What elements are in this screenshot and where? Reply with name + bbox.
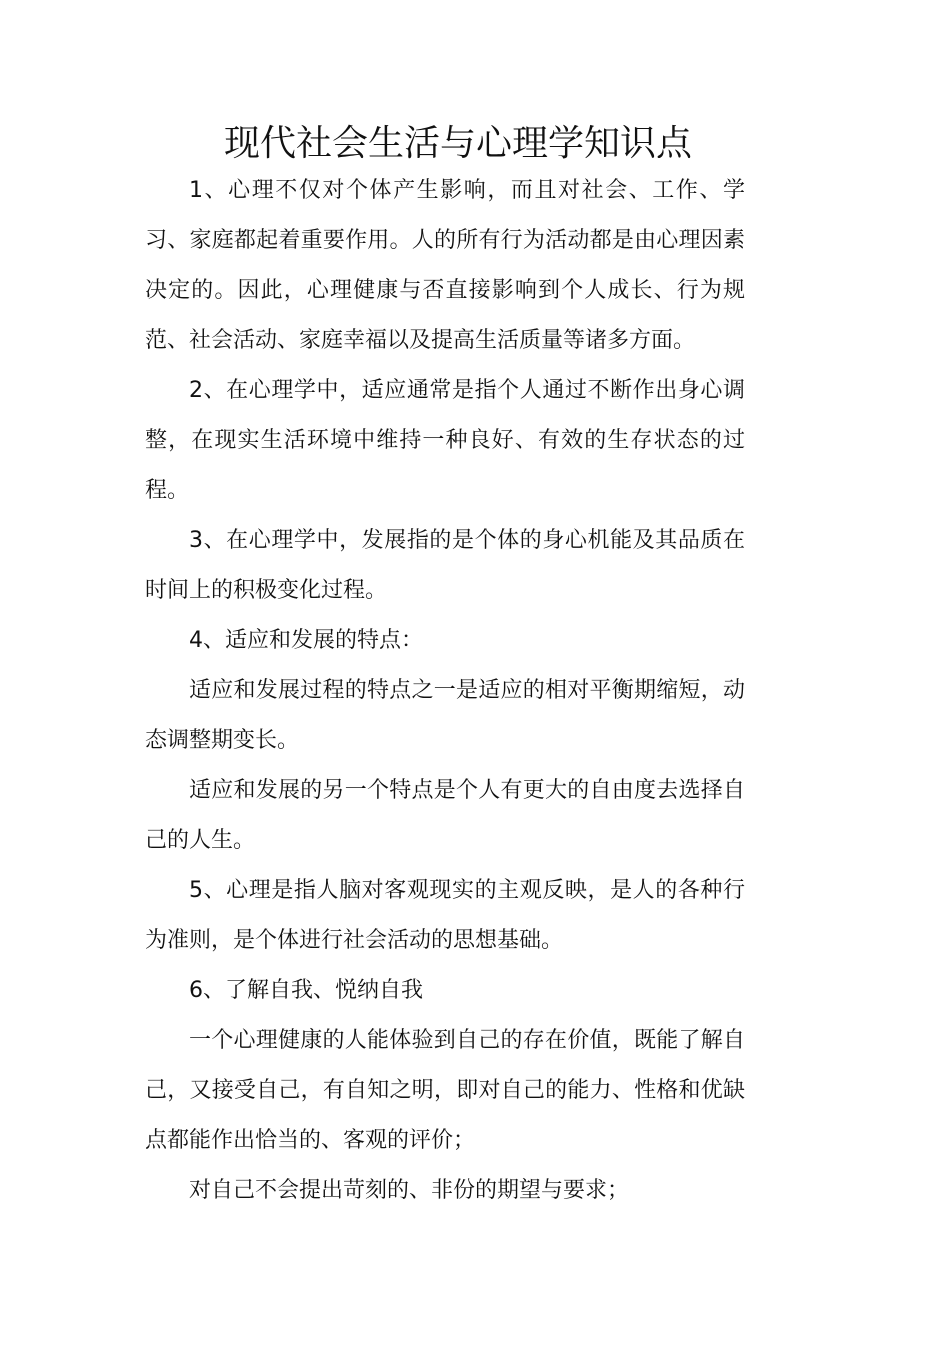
paragraph-4b: 适应和发展的另一个特点是个人有更大的自由度去选择自己的人生。 bbox=[145, 778, 745, 853]
paragraph-6b: 对自己不会提出苛刻的、非份的期望与要求； bbox=[189, 1178, 630, 1203]
document-title: 现代社会生活与心理学知识点 bbox=[223, 123, 692, 164]
paragraph-3: 3、在心理学中，发展指的是个体的身心机能及其品质在时间上的积极变化过程。 bbox=[145, 528, 745, 603]
paragraph-1: 1、心理不仅对个体产生影响，而且对社会、工作、学习、家庭都起着重要作用。人的所有行为活动都是由心理因素决定的。因此，心理健康与否直接影响到个人成长、行为规范、社会活动、家庭幸福以及提高生活质量等诸多方面。 bbox=[145, 178, 745, 353]
document-body bbox=[145, 166, 745, 1216]
paragraph-6a: 一个心理健康的人能体验到自己的存在价值，既能了解自己，又接受自己，有自知之明，即对自己的能力、性格和优缺点都能作出恰当的、客观的评价； bbox=[145, 1028, 745, 1153]
paragraph-2: 2、在心理学中，适应通常是指个人通过不断作出身心调整，在现实生活环境中维持一种良好、有效的生存状态的过程。 bbox=[145, 378, 745, 503]
paragraph-4-heading: 4、适应和发展的特点： bbox=[189, 628, 423, 653]
paragraph-6-heading: 6、了解自我、悦纳自我 bbox=[189, 978, 423, 1003]
paragraph-4a: 适应和发展过程的特点之一是适应的相对平衡期缩短，动态调整期变长。 bbox=[145, 678, 745, 753]
paragraph-5: 5、心理是指人脑对客观现实的主观反映，是人的各种行为准则，是个体进行社会活动的思想基础。 bbox=[145, 878, 745, 953]
